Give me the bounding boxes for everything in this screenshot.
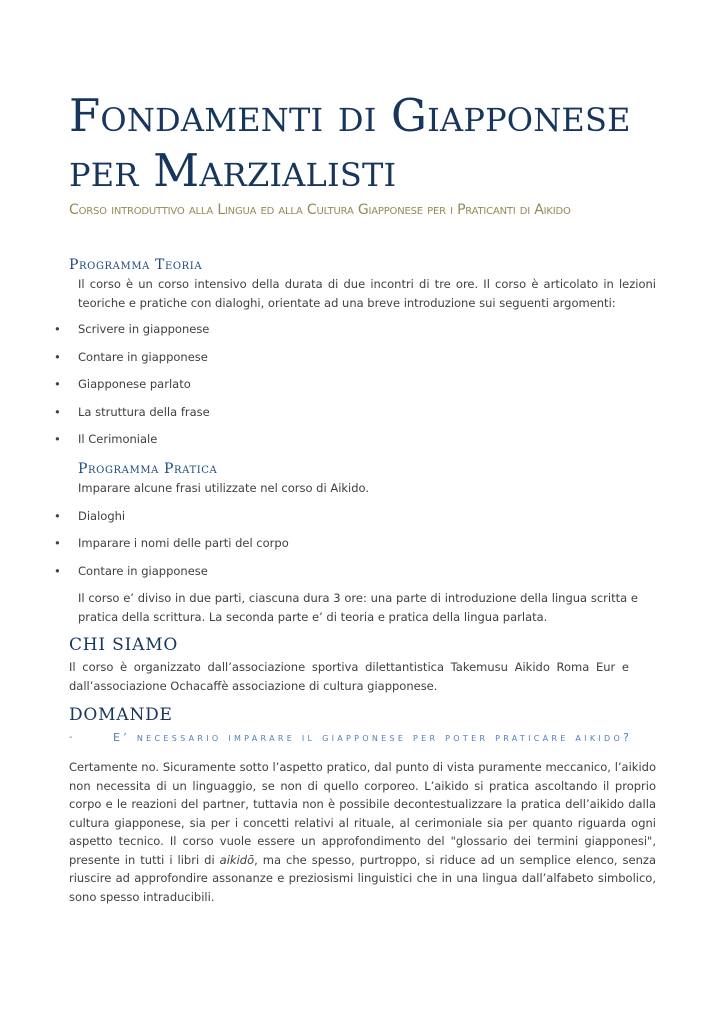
document-subtitle: Corso introduttivo alla Lingua ed alla Cultura Giapponese per i Praticanti di Aikido (69, 202, 571, 218)
bullet-icon: • (54, 536, 61, 550)
question-text: E’ necessario imparare il giapponese per poter praticare aikido? (113, 731, 633, 744)
list-item-text: Contare in giapponese (78, 564, 208, 578)
bullet-icon: • (54, 509, 61, 523)
list-item (0, 348, 725, 366)
bullet-icon: • (54, 405, 61, 419)
list-item (0, 534, 725, 552)
faq-answer (69, 758, 656, 906)
list-item-text: Giapponese parlato (78, 377, 191, 391)
bullet-icon: • (54, 377, 61, 391)
list-item (0, 430, 725, 448)
list-item-text: Scrivere in giapponese (78, 322, 210, 336)
section-heading-chi-siamo: CHI SIAMO (69, 635, 179, 655)
list-item-text: Contare in giapponese (78, 350, 208, 364)
chi-siamo-text: Il corso è organizzato dall’associazione sportiva dilettantistica Takemusu Aikido Roma Eur e dall’associazione Ochacaffè associazione di cultura giapponese. (69, 660, 629, 693)
pratica-intro: Imparare alcune frasi utilizzate nel corso di Aikido. (78, 481, 370, 495)
bullet-icon: • (54, 432, 61, 446)
bullet-icon: • (54, 322, 61, 336)
section-heading-pratica: Programma Pratica (78, 461, 218, 477)
list-item-text: Imparare i nomi delle parti del corpo (78, 536, 289, 550)
pratica-outro: Il corso e’ diviso in due parti, ciascuna dura 3 ore: una parte di introduzione della lingua scritta e pratica della scrittura. La seconda parte e’ di teoria e pratica della lingua parlata. (78, 591, 638, 624)
list-item (0, 507, 725, 525)
section-heading-domande: DOMANDE (69, 705, 173, 725)
document-title: Fondamenti di Giapponese per Marzialisti (69, 89, 631, 197)
bullet-icon: • (54, 350, 61, 364)
faq-question (69, 729, 669, 747)
list-item (0, 320, 725, 338)
question-dash: - (69, 732, 73, 743)
list-item (0, 562, 725, 580)
answer-italic-term: aikidō (219, 852, 255, 867)
answer-text: Certamente no. Sicuramente sotto l’aspetto pratico, dal punto di vista puramente meccanico, l’aikido non necessita di un linguaggio, se non di quello corporeo. L’aikido si pratica ascoltando il proprio corpo e le reazioni del partner, tuttavia non è possibile decontestualizzare la pratica dell’aikido dalla cultura giapponese, sia per i concetti relativi al rituale, al cerimoniale sia per quanto riguarda ogni aspetto tecnico. Il corso vuole essere un approfondimento del "glossario dei termini giapponesi", presente in tutti i libri di (69, 760, 656, 867)
teoria-intro: Il corso è un corso intensivo della durata di due incontri di tre ore. Il corso è articolato in lezioni teoriche e pratiche con dialoghi, orientate ad una breve introduzione sui seguenti argomenti: (78, 277, 656, 310)
list-item-text: La struttura della frase (78, 405, 210, 419)
answer-text-end: , ma che spesso, purtroppo, si riduce ad un semplice elenco, senza riuscire ad approfondire assonanze e preziosismi linguistici che in una lingua dall’alfabeto simbolico, sono spesso intraducibili. (69, 852, 656, 904)
list-item (0, 375, 725, 393)
list-item (0, 403, 725, 421)
list-item-text: Dialoghi (78, 509, 126, 523)
list-item-text: Il Cerimoniale (78, 432, 158, 446)
section-heading-teoria: Programma Teoria (69, 257, 203, 273)
bullet-icon: • (54, 564, 61, 578)
